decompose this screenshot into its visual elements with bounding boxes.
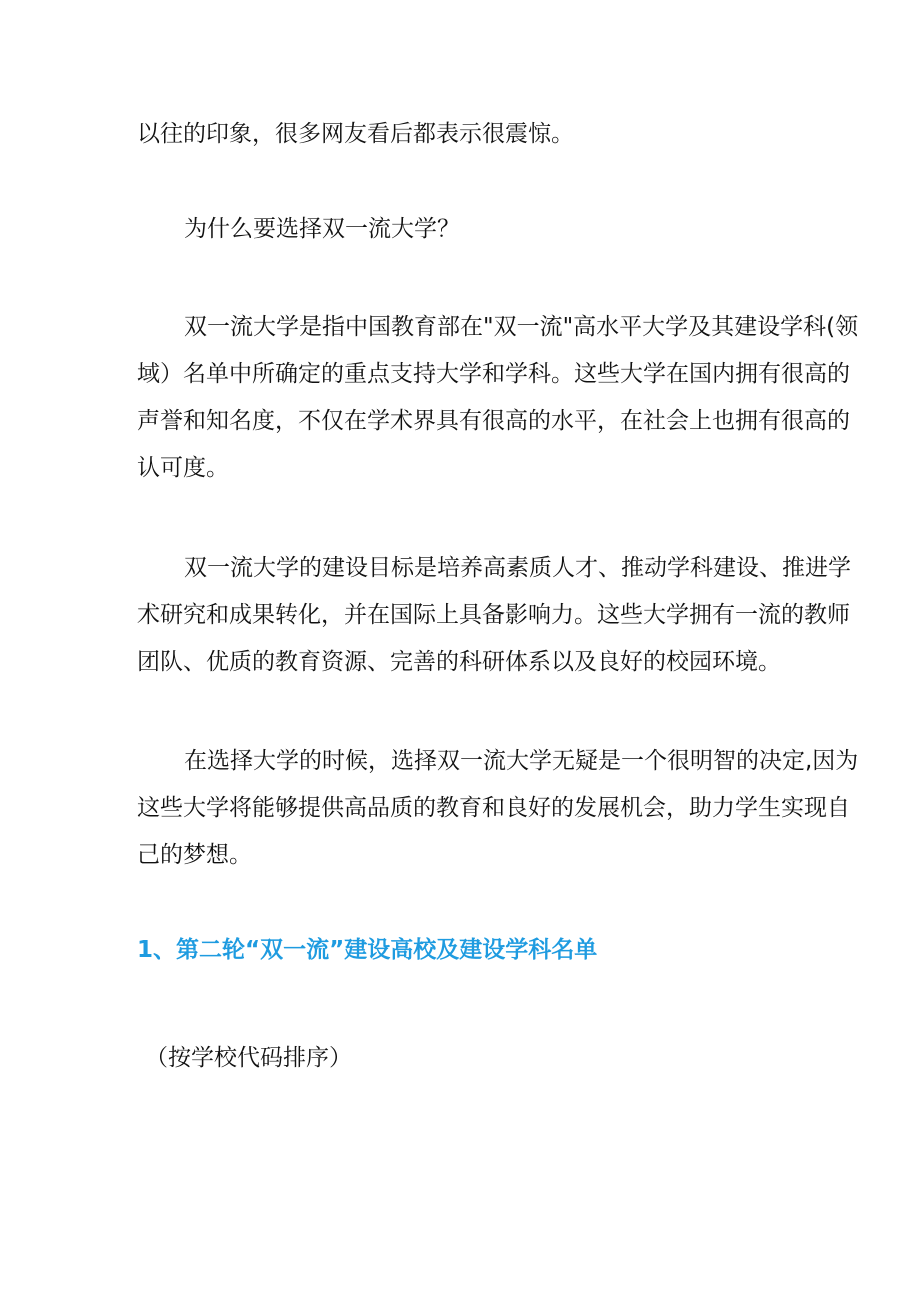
text-line: 双一流大学是指中国教育部在"双一流"高水平大学及其建设学科(领	[184, 314, 859, 340]
text-line: 认可度。	[137, 455, 229, 481]
text-line: 团队、优质的教育资源、完善的科研体系以及良好的校园环境。	[137, 649, 781, 675]
text-line: 己的梦想。	[137, 842, 252, 868]
section-heading: 1、第二轮“双一流”建设高校及建设学科名单	[137, 937, 598, 963]
text-line: 域）名单中所确定的重点支持大学和学科。这些大学在国内拥有很高的	[137, 361, 850, 387]
paragraph-intro-continuation	[137, 111, 905, 158]
text-line: 这些大学将能够提供高品质的教育和良好的发展机会，助力学生实现自	[137, 795, 850, 821]
text-line: 为什么要选择双一流大学？	[184, 216, 460, 242]
text-line: 以往的印象，很多网友看后都表示很震惊。	[137, 121, 574, 147]
text-line: 双一流大学的建设目标是培养高素质人才、推动学科建设、推进学	[184, 555, 851, 581]
paragraph-choice	[137, 738, 905, 879]
paragraph-question	[137, 206, 905, 253]
text-line: 术研究和成果转化，并在国际上具备影响力。这些大学拥有一流的教师	[137, 602, 850, 628]
text-line: 声誉和知名度，不仅在学术界具有很高的水平，在社会上也拥有很高的	[137, 408, 850, 434]
paragraph-goals	[137, 545, 905, 686]
sort-note: （按学校代码排序）	[145, 1045, 352, 1071]
text-line: 在选择大学的时候，选择双一流大学无疑是一个很明智的决定,因为	[184, 748, 859, 774]
paragraph-definition	[137, 304, 905, 492]
